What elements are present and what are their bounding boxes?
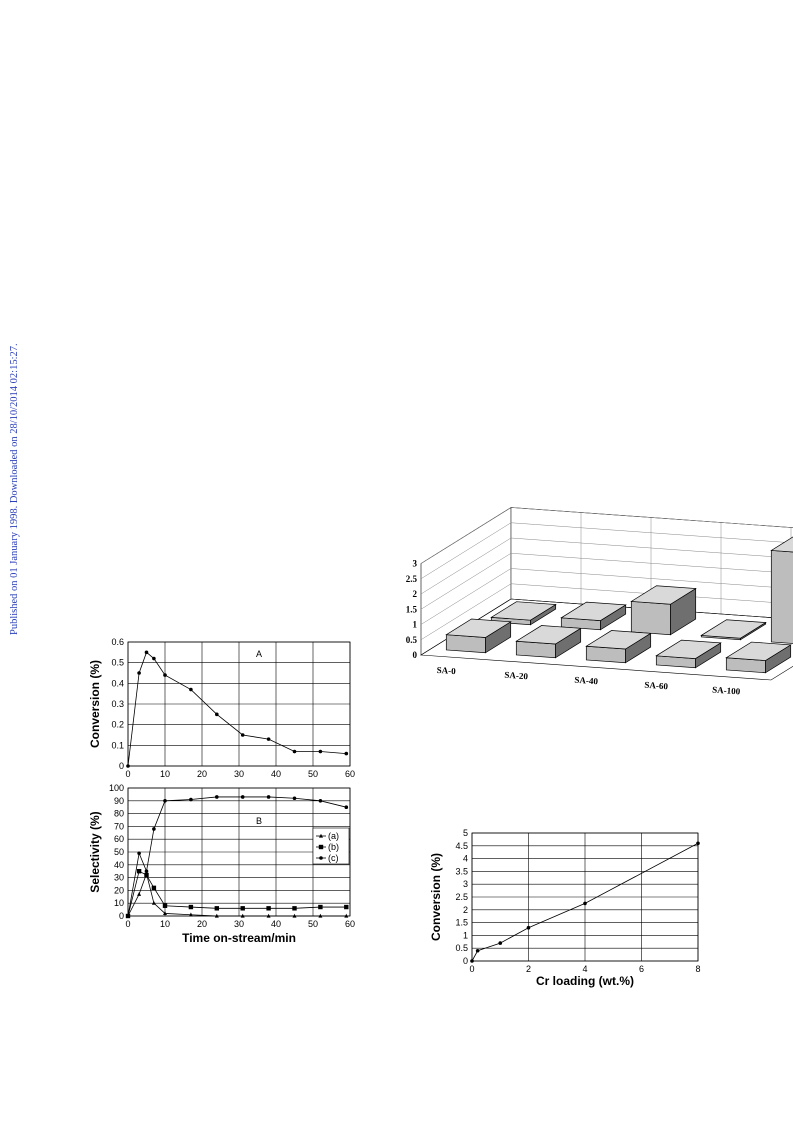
y-tick-label: 4 bbox=[462, 853, 468, 864]
data-point bbox=[145, 651, 149, 655]
x-tick-label: 60 bbox=[344, 919, 356, 929]
x-tick-label: 40 bbox=[270, 769, 282, 779]
data-point bbox=[583, 902, 587, 906]
y-tick-label: 100 bbox=[108, 783, 124, 793]
bar-front bbox=[631, 601, 670, 634]
x-tick-label: SA-60 bbox=[644, 679, 669, 692]
data-point bbox=[189, 905, 193, 909]
data-point bbox=[241, 795, 245, 799]
y-axis-label: Conversion (%) bbox=[429, 852, 443, 942]
x-tick-label: 50 bbox=[307, 919, 319, 929]
panel-label: B bbox=[255, 816, 263, 826]
y-axis-label: Conversion (%) bbox=[88, 659, 102, 749]
y-tick-label: 2.5 bbox=[455, 892, 468, 902]
y-axis-label: Selectivity (%) bbox=[88, 811, 102, 893]
x-tick-label: 20 bbox=[196, 919, 208, 929]
legend-label: (c) bbox=[328, 853, 339, 863]
y-tick-label: 2 bbox=[412, 589, 417, 599]
data-point bbox=[319, 799, 323, 803]
y-tick-label: 3.5 bbox=[455, 866, 468, 877]
data-point bbox=[126, 914, 130, 918]
y-tick-label: 0.6 bbox=[111, 637, 124, 647]
data-point bbox=[293, 750, 297, 754]
y-tick-label: 0 bbox=[412, 650, 417, 660]
data-point bbox=[476, 949, 480, 953]
y-tick-label: 3 bbox=[412, 558, 417, 569]
data-point bbox=[215, 795, 219, 799]
data-point bbox=[344, 905, 348, 909]
data-point bbox=[345, 805, 349, 809]
y-tick-label: 0 bbox=[118, 911, 124, 921]
y-tick-label: 20 bbox=[113, 885, 124, 896]
bar3d-chart bbox=[405, 485, 741, 705]
data-point bbox=[696, 841, 700, 845]
data-point bbox=[293, 796, 297, 800]
y-tick-label: 10 bbox=[113, 898, 124, 909]
y-tick-label: 0.1 bbox=[111, 740, 124, 751]
y-tick-label: 4.5 bbox=[455, 840, 468, 851]
y-tick-label: 5 bbox=[462, 828, 468, 838]
data-point bbox=[163, 673, 167, 677]
y-tick-label: 40 bbox=[113, 859, 124, 870]
data-point bbox=[527, 926, 531, 930]
y-tick-label: 30 bbox=[113, 872, 124, 883]
y-tick-label: 2 bbox=[462, 904, 468, 915]
conversion-cr-loading-chart bbox=[425, 825, 715, 995]
x-tick-label: 10 bbox=[159, 919, 171, 929]
x-tick-label: 20 bbox=[196, 769, 208, 779]
y-tick-label: 0 bbox=[118, 761, 124, 771]
y-tick-label: 0.2 bbox=[111, 719, 124, 730]
legend-label: (b) bbox=[328, 842, 339, 852]
y-tick-label: 0 bbox=[462, 956, 468, 966]
y-tick-label: 50 bbox=[113, 847, 124, 857]
selectivity-time-chart bbox=[85, 780, 365, 950]
data-point bbox=[152, 827, 156, 831]
series-line bbox=[128, 652, 346, 766]
x-tick-label: SA-0 bbox=[436, 664, 457, 677]
data-point bbox=[241, 906, 245, 910]
data-point bbox=[189, 798, 193, 802]
x-tick-label: 60 bbox=[344, 769, 356, 779]
x-tick-label: 6 bbox=[638, 964, 645, 974]
data-point bbox=[163, 904, 167, 908]
data-point bbox=[145, 869, 149, 873]
y-tick-label: 2.5 bbox=[405, 573, 417, 584]
x-tick-label: 8 bbox=[695, 964, 701, 974]
data-point bbox=[470, 959, 474, 963]
y-tick-label: 1 bbox=[412, 619, 417, 630]
y-tick-label: 0.5 bbox=[405, 634, 417, 645]
x-tick-label: 10 bbox=[159, 769, 171, 779]
data-point bbox=[137, 851, 141, 855]
x-tick-label: 30 bbox=[233, 919, 245, 929]
data-point bbox=[152, 886, 156, 890]
data-point bbox=[292, 906, 296, 910]
data-point bbox=[345, 752, 349, 756]
legend-marker bbox=[319, 856, 323, 860]
data-point bbox=[137, 869, 141, 873]
x-tick-label: 40 bbox=[270, 919, 282, 929]
y-tick-label: 70 bbox=[113, 821, 124, 832]
y-tick-label: 3 bbox=[462, 879, 468, 890]
download-watermark bbox=[0, 0, 20, 1121]
data-point bbox=[241, 733, 245, 737]
y-tick-label: 0.4 bbox=[111, 678, 124, 689]
data-point bbox=[144, 873, 148, 877]
x-tick-label: 50 bbox=[307, 769, 319, 779]
legend-marker bbox=[319, 845, 323, 849]
x-tick-label: 30 bbox=[233, 769, 245, 779]
data-point bbox=[126, 764, 130, 768]
data-point bbox=[498, 941, 502, 945]
data-point bbox=[215, 906, 219, 910]
data-point bbox=[319, 750, 323, 754]
x-axis-label: Cr loading (wt.%) bbox=[536, 974, 634, 988]
panel-label: A bbox=[255, 649, 263, 659]
series-line bbox=[128, 874, 346, 916]
x-tick-label: 4 bbox=[582, 964, 588, 974]
legend-label: (a) bbox=[328, 831, 339, 841]
data-point bbox=[318, 905, 322, 909]
data-point bbox=[137, 892, 141, 896]
data-point bbox=[215, 713, 219, 717]
x-tick-label: SA-100 bbox=[711, 684, 741, 697]
y-tick-label: 0.5 bbox=[455, 943, 468, 954]
x-tick-label: 0 bbox=[469, 964, 475, 974]
data-point bbox=[163, 799, 167, 803]
data-point bbox=[267, 795, 271, 799]
y-tick-label: 1 bbox=[462, 930, 468, 941]
bar-front bbox=[771, 550, 793, 644]
data-point bbox=[152, 657, 156, 661]
x-tick-label: SA-40 bbox=[574, 674, 599, 687]
conversion-time-chart bbox=[85, 630, 365, 785]
data-point bbox=[137, 671, 141, 675]
y-tick-label: 80 bbox=[113, 808, 124, 819]
x-tick-label: 2 bbox=[525, 964, 532, 974]
y-tick-label: 0.3 bbox=[111, 699, 124, 709]
y-tick-label: 60 bbox=[113, 834, 124, 845]
watermark-text: Published on 01 January 1998. Downloaded on 28/10/2014 02:15:27. bbox=[9, 343, 20, 635]
x-axis-label: Time on-stream/min bbox=[182, 931, 296, 945]
data-point bbox=[267, 737, 271, 741]
x-tick-label: SA-20 bbox=[504, 669, 529, 682]
x-tick-label: 0 bbox=[125, 919, 131, 929]
y-tick-label: 1.5 bbox=[405, 604, 417, 615]
data-point bbox=[189, 688, 193, 692]
y-tick-label: 1.5 bbox=[455, 917, 468, 928]
y-tick-label: 90 bbox=[113, 795, 124, 806]
data-point bbox=[266, 906, 270, 910]
y-tick-label: 0.5 bbox=[111, 657, 124, 668]
x-tick-label: 0 bbox=[125, 769, 131, 779]
